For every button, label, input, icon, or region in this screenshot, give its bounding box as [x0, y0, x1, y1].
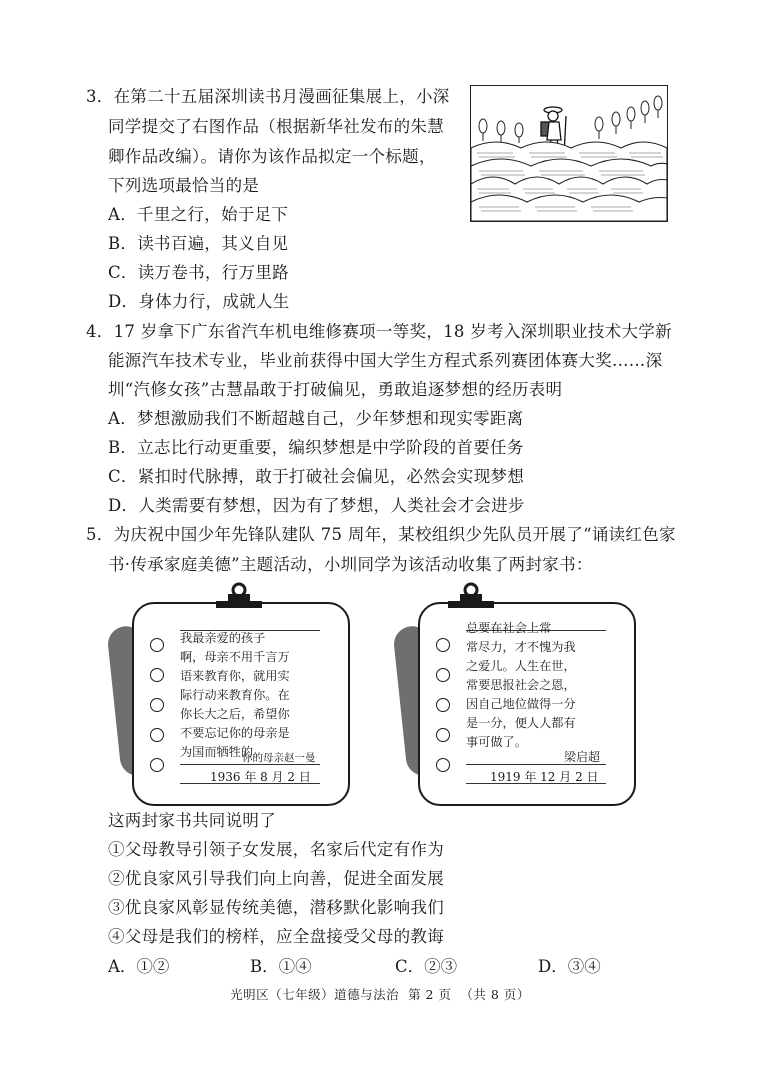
q4-option-b: B．立志比行动更重要，编织梦想是中学阶段的首要任务 — [108, 438, 524, 457]
letter-line: 事可做了。 — [466, 735, 527, 749]
q3-stem-line-1: 3．在第二十五届深圳读书月漫画征集展上，小深 — [86, 87, 450, 106]
q5-option-d: D．③④ — [538, 957, 601, 976]
letter-card-2 — [398, 582, 648, 810]
letter-date: 1936 年 8 月 2 日 — [210, 770, 311, 784]
q5-statement-4: ④父母是我们的榜样，应全盘接受父母的教诲 — [108, 927, 444, 946]
q5-statement-1: ①父母教导引领子女发展，名家后代定有作为 — [108, 840, 444, 859]
letter-line: 是一分，便人人都有 — [466, 716, 576, 730]
q3-option-b: B．读书百遍，其义自见 — [108, 234, 289, 253]
binder-hole — [150, 638, 164, 652]
clip-icon — [216, 582, 262, 610]
letter-signature: 你的母亲赵一曼 — [242, 752, 316, 764]
q5-stem-line-1: 5．为庆祝中国少年先锋队建队 75 周年，某校组织少先队员开展了“诵读红色家 — [86, 525, 676, 544]
comic-illustration — [470, 85, 668, 222]
binder-hole — [436, 668, 450, 682]
q4-option-d: D．人类需要有梦想，因为有了梦想，人类社会才会进步 — [108, 496, 525, 515]
q3-option-a: A．千里之行，始于足下 — [108, 205, 289, 224]
letter-line: 你长大之后，希望你 — [180, 707, 290, 721]
q3-option-c: C．读万卷书，行万里路 — [108, 263, 289, 282]
q4-stem-line-1: 4．17 岁拿下广东省汽车机电维修赛项一等奖，18 岁考入深圳职业技术大学新 — [86, 322, 672, 341]
binder-hole — [150, 728, 164, 742]
binder-hole — [436, 728, 450, 742]
letter-date: 1919 年 12 月 2 日 — [490, 770, 599, 784]
letter-line: 啊，母亲不用千言万 — [180, 650, 290, 664]
q3-stem-line-3: 卿作品改编）。请你为该作品拟定一个标题， — [108, 147, 436, 166]
q5-option-b: B．①④ — [250, 957, 312, 976]
binder-hole — [436, 698, 450, 712]
letter-line: 因自己地位做得一分 — [466, 697, 576, 711]
books-landscape-drawing — [471, 86, 667, 221]
binder-hole — [150, 698, 164, 712]
q3-stem-line-4: 下列选项最恰当的是 — [108, 176, 260, 195]
letter-line: 为国而牺牲的。 — [180, 745, 266, 759]
letter-line: 不要忘记你的母亲是 — [180, 726, 290, 740]
q4-option-c: C．紧扣时代脉搏，敢于打破社会偏见，必然会实现梦想 — [108, 467, 525, 486]
letter-line: 常要思报社会之恩， — [466, 678, 576, 692]
letter-line: 之爱儿。人生在世， — [466, 659, 576, 673]
q4-option-a: A．梦想激励我们不断超越自己，少年梦想和现实零距离 — [108, 409, 524, 428]
binder-hole — [436, 758, 450, 772]
binder-hole — [436, 638, 450, 652]
q4-stem-line-2: 能源汽车技术专业，毕业前获得中国大学生方程式系列赛团体赛大奖……深 — [108, 351, 663, 370]
binder-hole — [150, 758, 164, 772]
q3-stem-line-2: 同学提交了右图作品（根据新华社发布的朱慧 — [108, 117, 444, 136]
q5-option-a: A．①② — [108, 957, 170, 976]
q5-option-c: C．②③ — [395, 957, 458, 976]
clip-icon — [448, 582, 494, 610]
q5-stem-line-2: 书·传承家庭美德”主题活动，小圳同学为该活动收集了两封家书： — [108, 555, 593, 574]
page-footer: 光明区（七年级）道德与法治 第 2 页 （共 8 页） — [230, 987, 530, 1002]
letter-signature: 梁启超 — [564, 750, 601, 764]
q5-stem-line-3: 这两封家书共同说明了 — [108, 811, 276, 830]
letter-card-1 — [112, 582, 362, 810]
q5-statement-3: ③优良家风彰显传统美德，潜移默化影响我们 — [108, 898, 444, 917]
letter-line: 语来教育你，就用实 — [180, 669, 290, 683]
letter-line: 常尽力，才不愧为我 — [466, 640, 576, 654]
q4-stem-line-3: 圳“汽修女孩”古慧晶敢于打破偏见，勇敢追逐梦想的经历表明 — [108, 380, 563, 399]
letter-line: 我最亲爱的孩子 — [180, 631, 266, 645]
letter-line: 际行动来教育你。在 — [180, 688, 290, 702]
letter-line: 总要在社会上常 — [466, 621, 552, 635]
q5-statement-2: ②优良家风引导我们向上向善，促进全面发展 — [108, 869, 444, 888]
q3-option-d: D．身体力行，成就人生 — [108, 292, 290, 311]
binder-hole — [150, 668, 164, 682]
